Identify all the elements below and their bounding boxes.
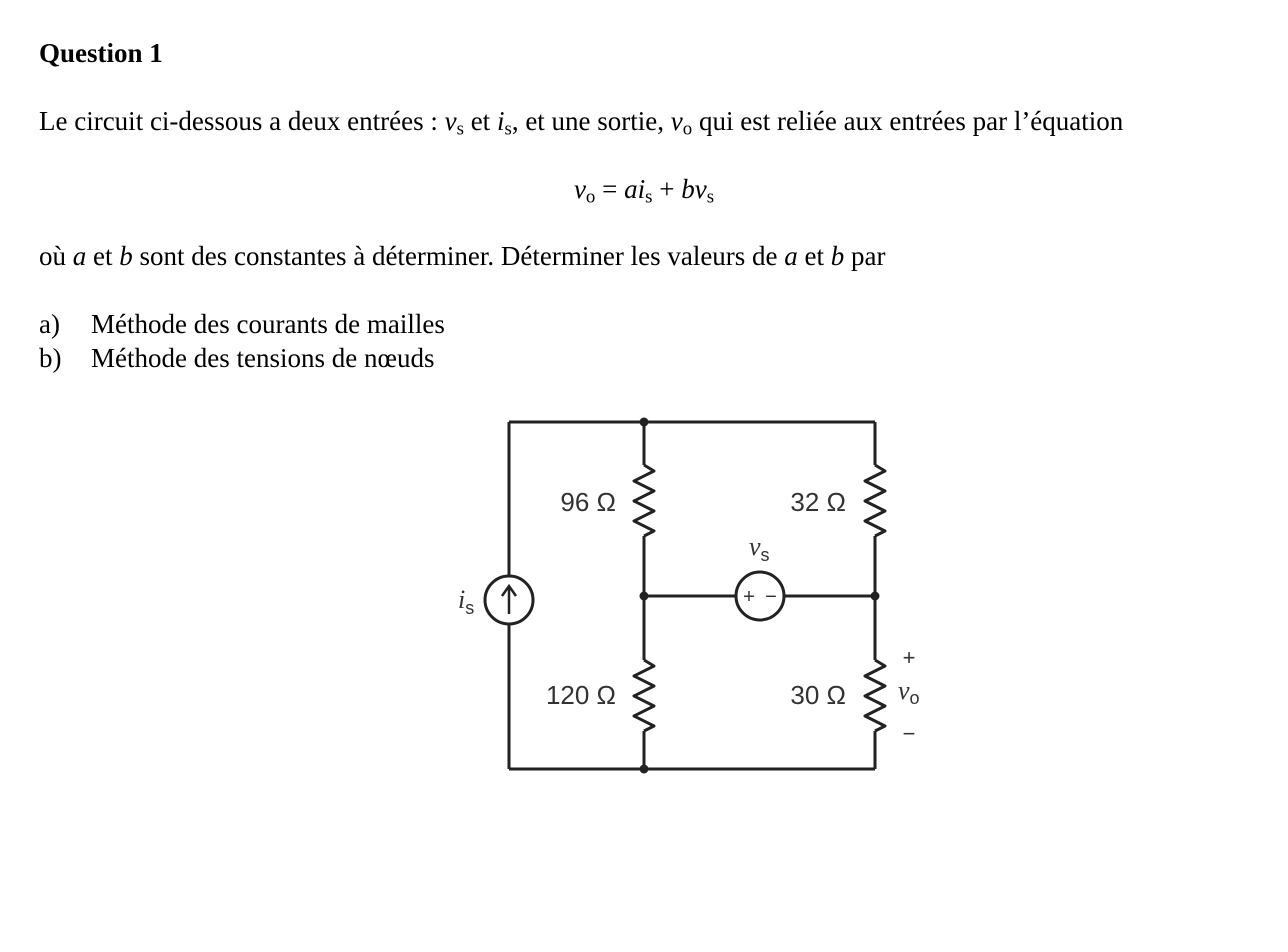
list-item-a <box>39 309 445 340</box>
label-vo: vo <box>898 676 920 708</box>
intro-text-3: , et une sortie, <box>511 106 671 136</box>
intro-paragraph <box>39 106 1124 140</box>
intro-text-2: et <box>463 106 497 136</box>
vo-minus-sign: − <box>902 721 916 746</box>
resistor-120-symbol <box>634 660 654 731</box>
after-text-5: par <box>844 241 886 271</box>
label-is: $i_s$ <box>458 585 475 618</box>
after-b2: b <box>830 241 845 271</box>
after-text-1: où <box>39 241 73 271</box>
after-a: a <box>72 241 87 271</box>
eq-a: a <box>624 174 638 204</box>
is-symbol: i <box>496 106 505 136</box>
vs-plus-sign: + <box>743 586 755 608</box>
label-vs: $v_s$ <box>749 532 770 565</box>
node-middle-right <box>871 592 880 601</box>
node-bottom <box>640 765 649 774</box>
node-top <box>640 418 649 427</box>
vo-plus-sign: + <box>902 645 916 670</box>
eq-b: b <box>681 174 695 204</box>
eq-lhs-sub: o <box>585 186 596 208</box>
list-marker-b: b) <box>39 343 62 373</box>
vs-subscript: s <box>456 118 464 140</box>
circuit-diagram <box>440 405 960 785</box>
list-text-b: Méthode des tensions de nœuds <box>91 343 435 373</box>
vs-symbol: v <box>444 106 457 136</box>
label-r120: 120 Ω <box>545 680 616 710</box>
vo-symbol: v <box>670 106 683 136</box>
eq-i: i <box>637 174 646 204</box>
vs-minus-sign: − <box>765 586 777 608</box>
label-r30: 30 Ω <box>790 680 846 710</box>
after-b: b <box>119 241 133 271</box>
equation <box>0 174 1288 208</box>
intro-text-4: qui est reliée aux entrées par l’équation <box>692 106 1124 136</box>
after-text-2: et <box>86 241 120 271</box>
eq-i-sub: s <box>645 186 653 208</box>
eq-v: v <box>694 174 707 204</box>
intro-text-1: Le circuit ci-dessous a deux entrées : <box>39 106 445 136</box>
resistor-30-symbol <box>865 660 885 731</box>
resistor-32-symbol <box>865 465 885 536</box>
after-a2: a <box>784 241 798 271</box>
eq-lhs-var: v <box>573 174 586 204</box>
is-subscript: s <box>504 118 512 140</box>
current-arrow-icon <box>502 586 516 614</box>
eq-equals: = <box>595 174 625 204</box>
resistor-96-symbol <box>634 465 654 536</box>
eq-plus: + <box>652 174 682 204</box>
list-text-a: Méthode des courants de mailles <box>91 309 445 339</box>
after-text-3: sont des constantes à déterminer. Déterminer les valeurs de <box>132 241 785 271</box>
label-r96: 96 Ω <box>560 487 616 517</box>
list-item-b <box>39 343 434 374</box>
after-text-4: et <box>797 241 831 271</box>
constants-paragraph <box>39 241 886 272</box>
vo-subscript: o <box>682 118 693 140</box>
node-middle-left <box>640 592 649 601</box>
question-title: Question 1 <box>39 38 163 68</box>
eq-v-sub: s <box>706 186 715 208</box>
list-marker-a: a) <box>39 309 60 339</box>
label-r32: 32 Ω <box>790 487 846 517</box>
